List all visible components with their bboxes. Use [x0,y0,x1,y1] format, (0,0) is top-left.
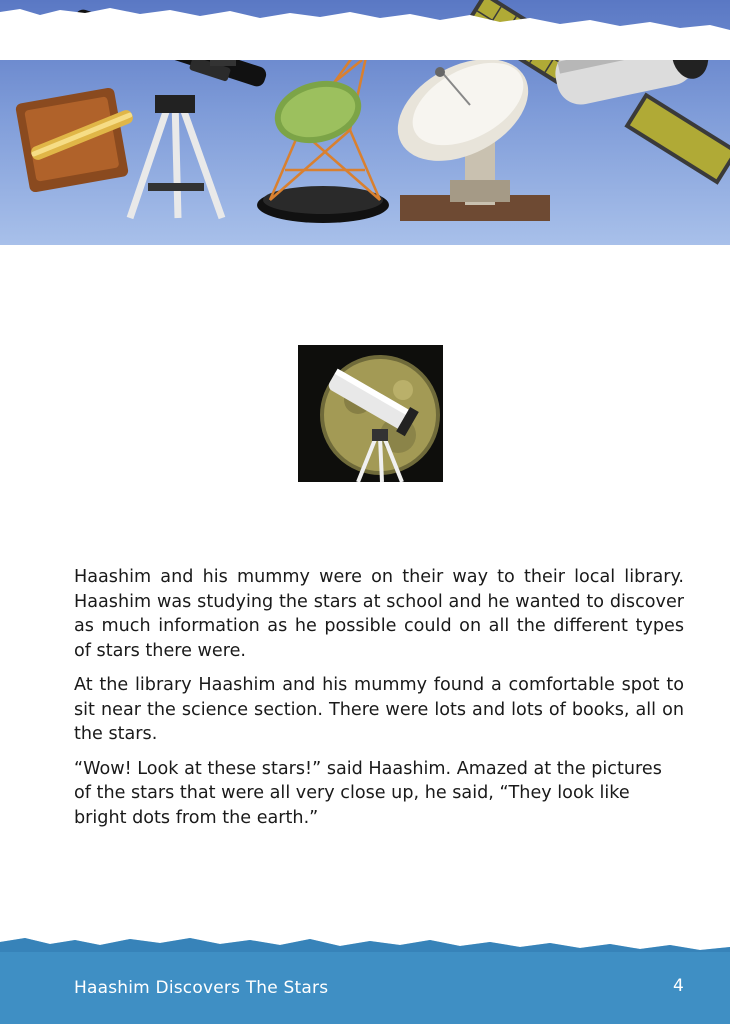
header-illustration [0,0,730,245]
book-title: Haashim Discovers The Stars [74,978,329,998]
footer-banner [0,930,730,1024]
satellite-dish-icon [381,38,550,221]
brass-telescope-box-icon [15,87,135,193]
story-text [74,565,684,840]
moon-telescope-photo [298,345,443,482]
story-paragraph-2: At the library Haashim and his mummy found a comfortable spot to sit near the science section. There were lots and lots of books, all on the stars. [74,675,684,744]
page-number: 4 [673,976,684,996]
story-paragraph-1: Haashim and his mummy were on their way to their local library. Haashim was studying the stars at school and he wanted to discover as much information as he possible could on all the different types of stars there were. [74,567,684,661]
story-paragraph-3: “Wow! Look at these stars!” said Haashim. Amazed at the pictures of the stars that were all very close up, he said, “They look like bright dots from the earth.” [74,758,662,828]
torn-paper-edge [0,0,730,60]
